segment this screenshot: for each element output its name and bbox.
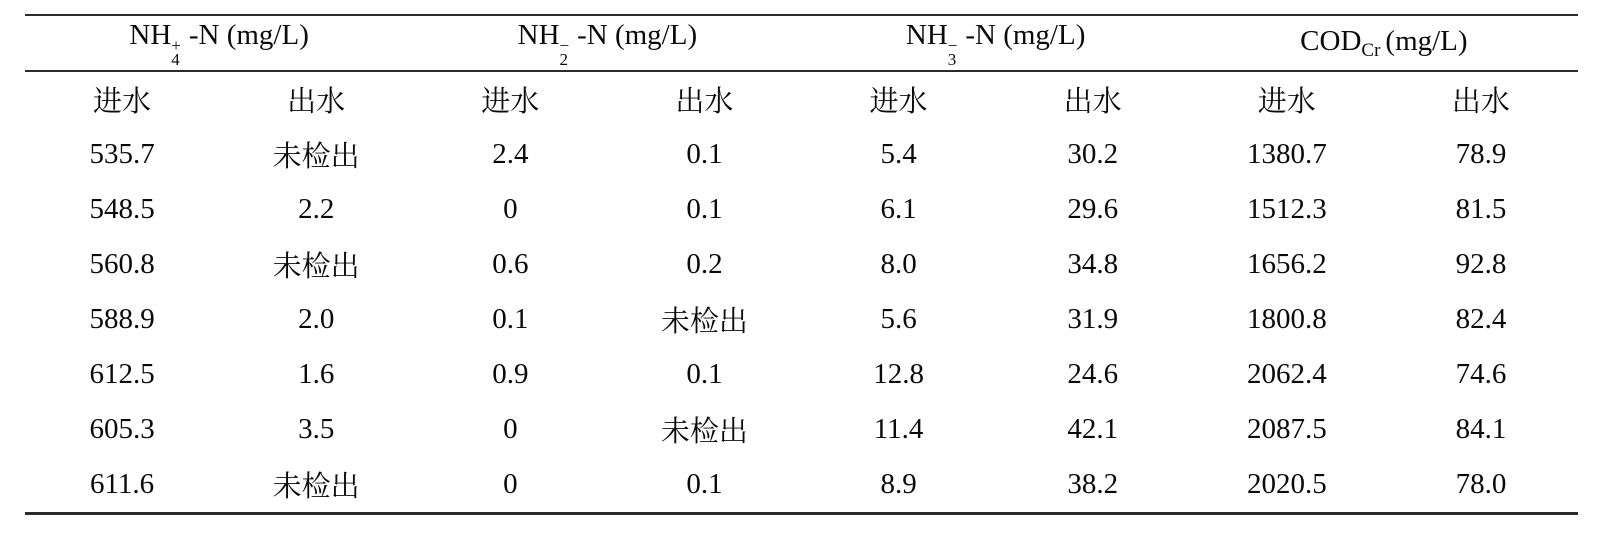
data-cell: 3.5: [298, 413, 335, 445]
data-cell: 0.1: [686, 138, 723, 170]
data-cell: 611.6: [89, 468, 155, 500]
data-cell: 78.0: [1455, 468, 1507, 500]
formula-suffix: -N (mg/L): [188, 19, 309, 51]
formula-subscript: 3: [947, 50, 957, 69]
data-cell: 535.7: [89, 138, 155, 170]
data-cell: 1800.8: [1246, 303, 1327, 335]
data-cell: 1656.2: [1246, 248, 1327, 280]
formula-superscript: −: [559, 36, 570, 55]
subheader-effluent: 出水: [1451, 86, 1510, 118]
data-cell: 612.5: [89, 358, 155, 390]
formula-subscript: 2: [559, 50, 569, 69]
data-cell: 560.8: [89, 248, 155, 280]
data-cell: 8.0: [880, 248, 917, 280]
data-cell: 31.9: [1067, 303, 1119, 335]
data-cell: 74.6: [1455, 358, 1507, 390]
data-cell: 未检出: [660, 306, 748, 338]
data-cell: 未检出: [272, 251, 360, 283]
data-cell: 605.3: [89, 413, 155, 445]
data-cell: 2.4: [492, 138, 529, 170]
data-cell: 1380.7: [1246, 138, 1327, 170]
group-header-nh3-n: [802, 15, 1190, 71]
formula-base: NH: [517, 19, 560, 51]
data-cell: 24.6: [1067, 358, 1119, 390]
formula-suffix: -N (mg/L): [577, 19, 698, 51]
data-cell: 0.9: [492, 358, 529, 390]
data-cell: 34.8: [1067, 248, 1119, 280]
data-cell: 8.9: [880, 468, 917, 500]
data-cell: 0.2: [686, 248, 723, 280]
data-cell: 78.9: [1455, 138, 1507, 170]
data-cell: 30.2: [1067, 138, 1119, 170]
subheader-effluent: 出水: [1063, 86, 1122, 118]
data-cell: 2020.5: [1246, 468, 1327, 500]
subheader-row: [25, 71, 1578, 127]
data-cell: 82.4: [1455, 303, 1507, 335]
data-cell: 0.1: [492, 303, 529, 335]
subheader-effluent: 出水: [675, 86, 734, 118]
formula-suffix: (mg/L): [1385, 24, 1468, 57]
data-cell: 5.6: [880, 303, 917, 335]
data-cell: 548.5: [89, 193, 155, 225]
data-cell: 29.6: [1067, 193, 1119, 225]
formula-superscript: −: [947, 36, 958, 55]
formula-subscript: Cr: [1361, 39, 1381, 61]
formula-base: NH: [905, 19, 948, 51]
subheader-influent: 进水: [869, 86, 928, 118]
data-cell: 84.1: [1455, 413, 1507, 445]
table-row: [25, 402, 1578, 457]
formula-scripts: [947, 36, 958, 69]
data-cell: 未检出: [272, 471, 360, 503]
group-header-row: [25, 15, 1578, 71]
data-cell: 0: [503, 413, 518, 445]
data-cell: 11.4: [873, 413, 924, 445]
data-cell: 2.0: [298, 303, 335, 335]
data-cell: 2.2: [298, 193, 335, 225]
data-cell: 0.1: [686, 193, 723, 225]
data-cell: 0.6: [492, 248, 529, 280]
table-row: [25, 182, 1578, 237]
data-cell: 0: [503, 468, 518, 500]
data-cell: 1512.3: [1246, 193, 1327, 225]
data-cell: 92.8: [1455, 248, 1507, 280]
table-row: [25, 127, 1578, 182]
formula-suffix: -N (mg/L): [965, 19, 1086, 51]
formula-base: NH: [129, 19, 172, 51]
data-cell: 81.5: [1455, 193, 1507, 225]
formula-superscript: +: [171, 36, 181, 55]
subheader-effluent: 出水: [287, 86, 346, 118]
data-cell: 未检出: [272, 141, 360, 173]
group-header-cod-cr: [1190, 15, 1578, 71]
data-cell: 38.2: [1067, 468, 1119, 500]
table-row: [25, 347, 1578, 402]
data-cell: 5.4: [880, 138, 917, 170]
data-cell: 2087.5: [1246, 413, 1327, 445]
subheader-influent: 进水: [93, 86, 152, 118]
formula-base: COD: [1300, 24, 1362, 57]
data-cell: 0.1: [686, 358, 723, 390]
formula-subscript: 4: [171, 50, 180, 69]
subheader-influent: 进水: [481, 86, 540, 118]
data-cell: 0.1: [686, 468, 723, 500]
table-row: [25, 237, 1578, 292]
data-cell: 6.1: [880, 193, 917, 225]
group-header-nh4-n: [25, 15, 413, 71]
subheader-influent: 进水: [1257, 86, 1316, 118]
formula-scripts: [171, 36, 181, 69]
water-quality-table: [25, 14, 1578, 515]
data-cell: 0: [503, 193, 518, 225]
data-cell: 2062.4: [1246, 358, 1327, 390]
table-row: [25, 457, 1578, 514]
data-cell: 12.8: [873, 358, 924, 390]
data-cell: 42.1: [1067, 413, 1119, 445]
formula-scripts: [559, 36, 570, 69]
data-cell: 未检出: [660, 416, 748, 448]
table-row: [25, 292, 1578, 347]
group-header-nh2-n: [413, 15, 801, 71]
data-cell: 1.6: [298, 358, 335, 390]
data-cell: 588.9: [89, 303, 155, 335]
